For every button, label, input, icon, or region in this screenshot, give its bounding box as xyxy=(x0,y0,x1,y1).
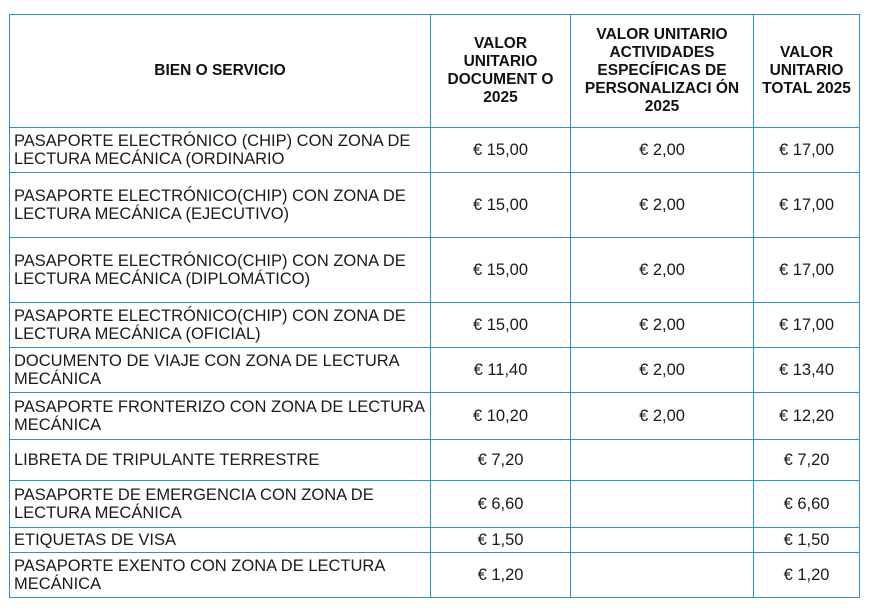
cell-total-value: € 6,60 xyxy=(754,481,860,528)
cell-personalization-value xyxy=(571,481,754,528)
cell-document-value: € 6,60 xyxy=(431,481,571,528)
cell-total-value: € 13,40 xyxy=(754,348,860,393)
cell-personalization-value xyxy=(571,528,754,553)
cell-document-value: € 11,40 xyxy=(431,348,571,393)
table-row xyxy=(10,128,860,173)
cell-total-value: € 17,00 xyxy=(754,128,860,173)
cell-document-value: € 15,00 xyxy=(431,238,571,303)
cell-personalization-value: € 2,00 xyxy=(571,173,754,238)
cell-personalization-value: € 2,00 xyxy=(571,303,754,348)
cell-total-value: € 1,50 xyxy=(754,528,860,553)
table-row xyxy=(10,393,860,440)
cell-total-value: € 1,20 xyxy=(754,553,860,598)
table-header-row xyxy=(10,15,860,128)
cell-personalization-value: € 2,00 xyxy=(571,238,754,303)
cell-item: PASAPORTE ELECTRÓNICO(CHIP) CON ZONA DE LECTURA MECÁNICA (EJECUTIVO) xyxy=(10,173,431,238)
cell-document-value: € 15,00 xyxy=(431,303,571,348)
cell-personalization-value xyxy=(571,553,754,598)
cell-personalization-value xyxy=(571,440,754,481)
cell-personalization-value: € 2,00 xyxy=(571,393,754,440)
cell-item: PASAPORTE EXENTO CON ZONA DE LECTURA MECÁNICA xyxy=(10,553,431,598)
cell-document-value: € 1,20 xyxy=(431,553,571,598)
table-row xyxy=(10,553,860,598)
cell-item: PASAPORTE FRONTERIZO CON ZONA DE LECTURA MECÁNICA xyxy=(10,393,431,440)
header-item: BIEN O SERVICIO xyxy=(10,15,431,128)
table-row xyxy=(10,238,860,303)
cell-personalization-value: € 2,00 xyxy=(571,128,754,173)
table-row xyxy=(10,303,860,348)
table-row xyxy=(10,440,860,481)
cell-item: LIBRETA DE TRIPULANTE TERRESTRE xyxy=(10,440,431,481)
table-row xyxy=(10,528,860,553)
cell-item: DOCUMENTO DE VIAJE CON ZONA DE LECTURA MECÁNICA xyxy=(10,348,431,393)
cell-document-value: € 10,20 xyxy=(431,393,571,440)
cell-document-value: € 1,50 xyxy=(431,528,571,553)
table-row xyxy=(10,173,860,238)
table-row xyxy=(10,348,860,393)
cell-item: ETIQUETAS DE VISA xyxy=(10,528,431,553)
cell-total-value: € 17,00 xyxy=(754,303,860,348)
cell-item: PASAPORTE DE EMERGENCIA CON ZONA DE LECTURA MECÁNICA xyxy=(10,481,431,528)
header-total-value: VALOR UNITARIO TOTAL 2025 xyxy=(754,15,860,128)
cell-document-value: € 7,20 xyxy=(431,440,571,481)
cell-item: PASAPORTE ELECTRÓNICO(CHIP) CON ZONA DE LECTURA MECÁNICA (OFICIAL) xyxy=(10,303,431,348)
cell-total-value: € 7,20 xyxy=(754,440,860,481)
cell-item: PASAPORTE ELECTRÓNICO(CHIP) CON ZONA DE LECTURA MECÁNICA (DIPLOMÁTICO) xyxy=(10,238,431,303)
cell-document-value: € 15,00 xyxy=(431,128,571,173)
cell-total-value: € 17,00 xyxy=(754,238,860,303)
cell-document-value: € 15,00 xyxy=(431,173,571,238)
header-personalization-value: VALOR UNITARIO ACTIVIDADES ESPECÍFICAS DE PERSONALIZACI ÓN 2025 xyxy=(571,15,754,128)
cell-total-value: € 17,00 xyxy=(754,173,860,238)
table-row xyxy=(10,481,860,528)
cell-personalization-value: € 2,00 xyxy=(571,348,754,393)
cell-total-value: € 12,20 xyxy=(754,393,860,440)
header-document-value: VALOR UNITARIO DOCUMENT O 2025 xyxy=(431,15,571,128)
cell-item: PASAPORTE ELECTRÓNICO (CHIP) CON ZONA DE LECTURA MECÁNICA (ORDINARIO xyxy=(10,128,431,173)
fee-schedule-document xyxy=(9,14,859,598)
fee-table xyxy=(9,14,860,598)
